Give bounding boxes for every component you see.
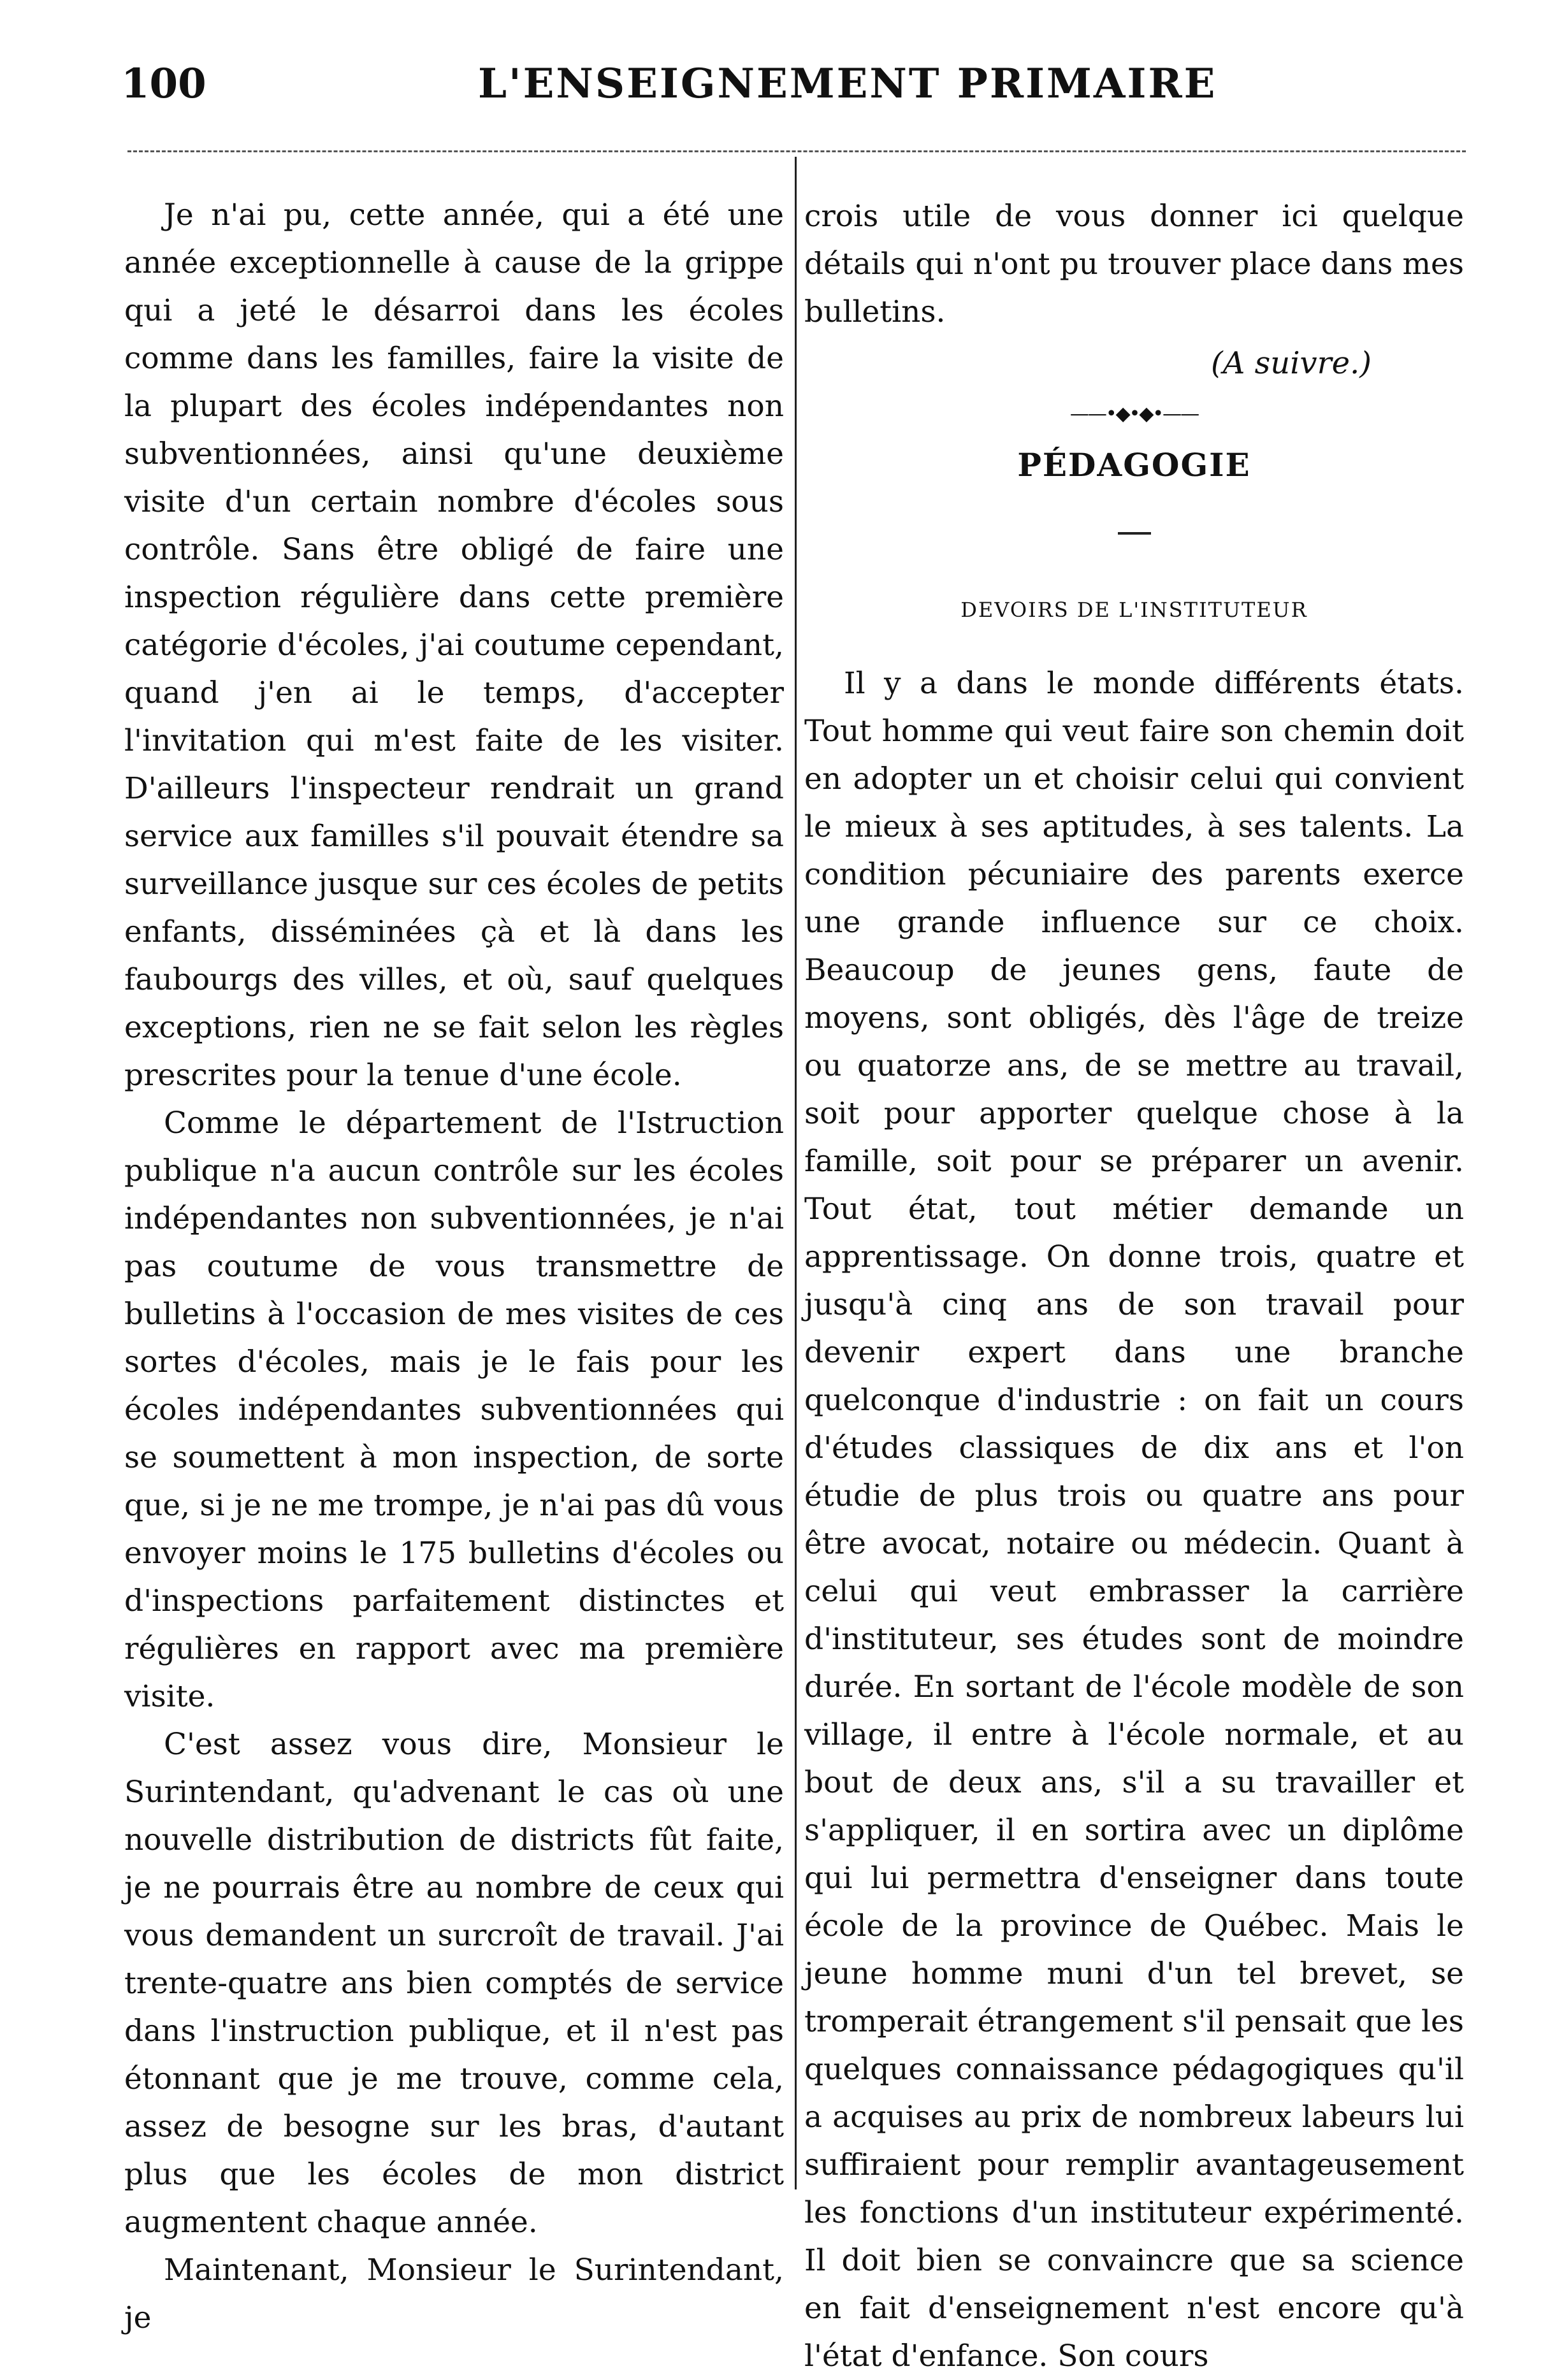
left-column	[124, 191, 784, 2342]
left-paragraph-3: C'est assez vous dire, Monsieur le Surintendant, qu'advenant le cas où une nouvelle distribution de districts fût faite, je ne pourrais être au nombre de ceux qui vous demandent un surcroît de travail. J'ai trente-quatre ans bien comptés de service dans l'instruction publique, et il n'est pas étonnant que je me trouve, comme cela, assez de besogne sur les bras, d'autant plus que les écoles de mon district augmentent chaque année.	[124, 1727, 784, 2240]
subsection-heading: DEVOIRS DE L'INSTITUTEUR	[960, 598, 1308, 622]
section-heading: PÉDAGOGIE	[1017, 446, 1251, 484]
left-paragraph-4: Maintenant, Monsieur le Surintendant, je	[124, 2253, 784, 2335]
header-rule	[127, 150, 1466, 152]
continuation-paragraph: crois utile de vous donner ici quelque détails qui n'ont pu trouver place dans mes bulletins.	[804, 199, 1464, 329]
right-body	[804, 660, 1464, 2380]
left-paragraph-2: Comme le département de l'Istruction publique n'a aucun contrôle sur les écoles indépendantes non subventionnées, je n'ai pas coutume de vous transmettre de bulletins à l'occasion de mes visites de ces sortes d'écoles, mais je le fais pour les écoles indépendantes subventionnées qui se soumettent à mon inspection, de sorte que, si je ne me trompe, je n'ai pas dû vous envoyer moins le 175 bulletins d'écoles ou d'inspections parfaitement distinctes et régulières en rapport avec ma première visite.	[124, 1106, 784, 1714]
running-title: L'ENSEIGNEMENT PRIMAIRE	[478, 60, 1217, 108]
left-paragraph-1: Je n'ai pu, cette année, qui a été une année exceptionnelle à cause de la grippe qui a jeté le désarroi dans les écoles comme dans les familles, faire la visite de la plupart des écoles indépendantes non subventionnées, ainsi qu'une deuxième visite d'un certain nombre d'écoles sous contrôle. Sans être obligé de faire une inspection régulière dans cette première catégorie d'écoles, j'ai coutume cependant, quand j'en ai le temps, d'accepter l'invitation qui m'est faite de les visiter. D'ailleurs l'inspecteur rendrait un grand service aux familles s'il pouvait étendre sa surveillance jusque sur ces écoles de petits enfants, disséminées çà et là dans les faubourgs des villes, et où, sauf quelques exceptions, rien ne se fait selon les règles prescrites pour la tenue d'une école.	[124, 198, 784, 1093]
column-divider	[795, 157, 797, 2189]
page-header	[121, 60, 1459, 127]
right-column	[804, 192, 1464, 2380]
ornament-divider: ——•◆•◆•——	[1069, 403, 1199, 425]
page-number: 100	[121, 60, 206, 108]
continue-note: (A suivre.)	[1211, 345, 1372, 381]
short-rule	[1118, 532, 1151, 535]
right-paragraph-1: Il y a dans le monde différents états. Tout homme qui veut faire son chemin doit en adopter un et choisir celui qui convient le mieux à ses aptitudes, à ses talents. La condition pécuniaire des parents exerce une grande influence sur ce choix. Beaucoup de jeunes gens, faute de moyens, sont obligés, dès l'âge de treize ou quatorze ans, de se mettre au travail, soit pour apporter quelque chose à la famille, soit pour se préparer un avenir. Tout état, tout métier demande un apprentissage. On donne trois, quatre et jusqu'à cinq ans de son travail pour devenir expert dans une branche quelconque d'industrie : on fait un cours d'études classiques de dix ans et l'on étudie de plus trois ou quatre ans pour être avocat, notaire ou médecin. Quant à celui qui veut embrasser la carrière d'instituteur, ses études sont de moindre durée. En sortant de l'école modèle de son village, il entre à l'école normale, et au bout de deux ans, s'il a su travailler et s'appliquer, il en sortira avec un diplôme qui lui permettra d'enseigner dans toute école de la province de Québec. Mais le jeune homme muni d'un tel brevet, se tromperait étrangement s'il pensait que les quelques connaissance pédagogiques qu'il a acquises au prix de nombreux labeurs lui suffiraient pour remplir avantageusement les fonctions d'un instituteur expérimenté. Il doit bien se convaincre que sa science en fait d'enseignement n'est encore qu'à l'état d'enfance. Son cours	[804, 666, 1464, 2374]
